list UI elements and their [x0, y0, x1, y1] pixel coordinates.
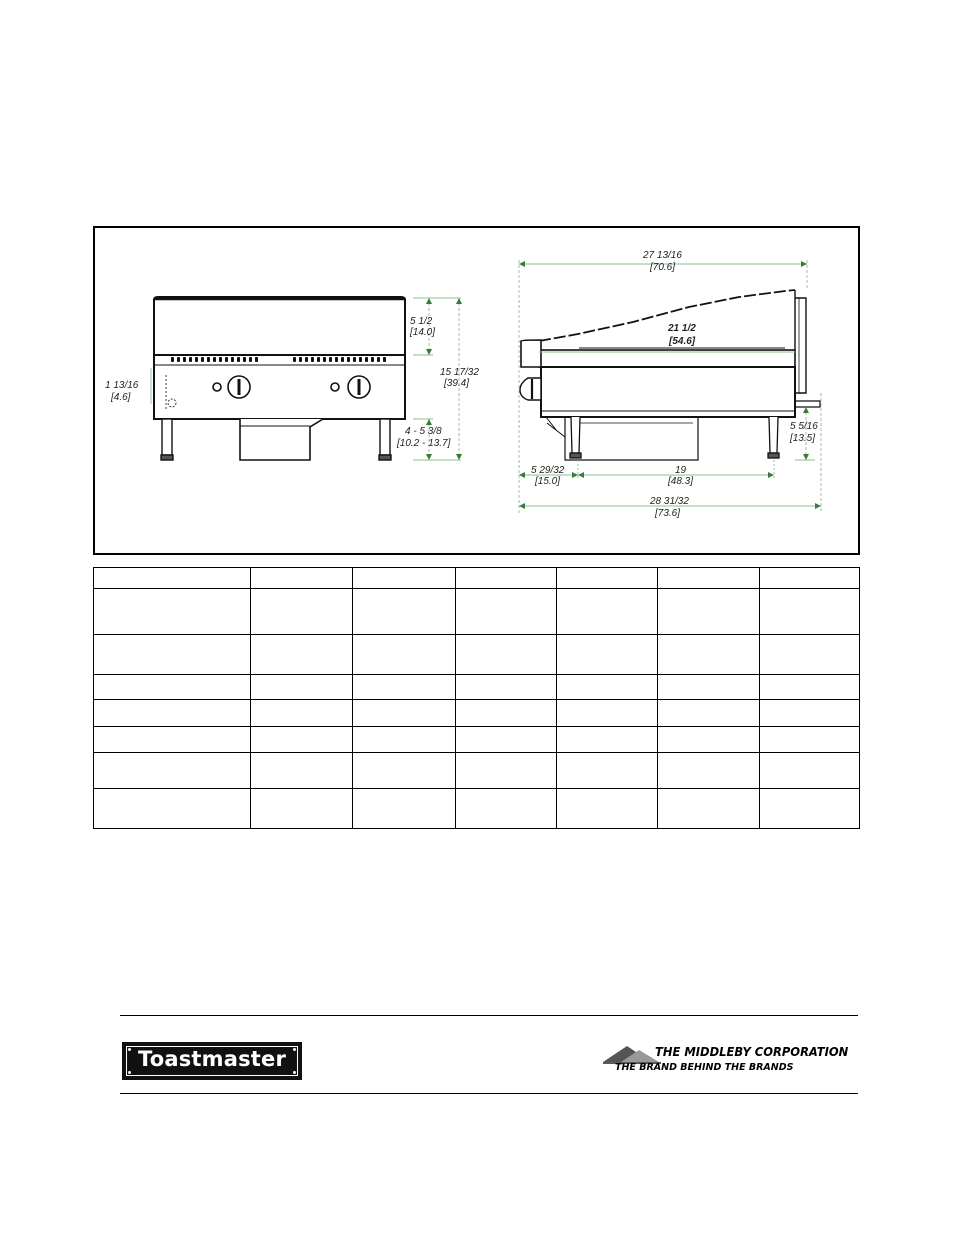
- dim-overall-depth-cm: [70.6]: [650, 262, 676, 273]
- dim-cooking-depth-cm: [54.6]: [669, 336, 696, 347]
- dim-side-offset: 1 13/16: [105, 380, 139, 391]
- footer: [120, 1015, 858, 1094]
- dim-leg-spacing: 19: [675, 465, 687, 476]
- middleby-roof-icon: [603, 1042, 663, 1064]
- dim-backsplash-height: 5 1/2: [410, 316, 433, 327]
- dim-overall-height: 15 17/32: [440, 367, 479, 378]
- dim-front-offset: 5 29/32: [531, 465, 565, 476]
- table-row: [94, 700, 860, 726]
- dimension-drawing: [93, 226, 860, 555]
- dim-total-depth-cm: [73.6]: [655, 508, 681, 519]
- corp-tagline: THE BRAND BEHIND THE BRANDS: [615, 1062, 794, 1073]
- side-view: [520, 290, 820, 460]
- dim-side-offset-cm: [4.6]: [111, 392, 131, 403]
- spec-table: [93, 567, 860, 829]
- dim-front-offset-cm: [15.0]: [535, 476, 561, 487]
- dim-backsplash-height-cm: [14.0]: [410, 327, 436, 338]
- table-row: [94, 568, 860, 589]
- brand-logo-text: Toastmaster: [137, 1047, 287, 1071]
- dim-total-depth: 28 31/32: [650, 496, 689, 507]
- table-row: [94, 635, 860, 675]
- table-row: [94, 788, 860, 828]
- dim-overall-depth: 27 13/16: [643, 250, 682, 261]
- front-view: [154, 297, 405, 460]
- middleby-logo: [603, 1040, 849, 1080]
- dim-overall-height-cm: [39.4]: [444, 378, 470, 389]
- table-row: [94, 675, 860, 700]
- dim-leg-spacing-cm: [48.3]: [668, 476, 694, 487]
- drawing-svg: [95, 228, 858, 553]
- dim-leg-height: 4 - 5 3/8: [405, 426, 442, 437]
- dim-rear-height-cm: [13.5]: [790, 433, 816, 444]
- corp-name: THE MIDDLEBY CORPORATION: [655, 1044, 849, 1059]
- table-row: [94, 589, 860, 635]
- dim-leg-height-cm: [10.2 - 13.7]: [397, 438, 451, 449]
- dim-rear-height: 5 5/16: [790, 421, 818, 432]
- toastmaster-logo: [122, 1042, 302, 1080]
- dim-cooking-depth: 21 1/2: [668, 323, 696, 334]
- table-row: [94, 752, 860, 788]
- table-row: [94, 726, 860, 752]
